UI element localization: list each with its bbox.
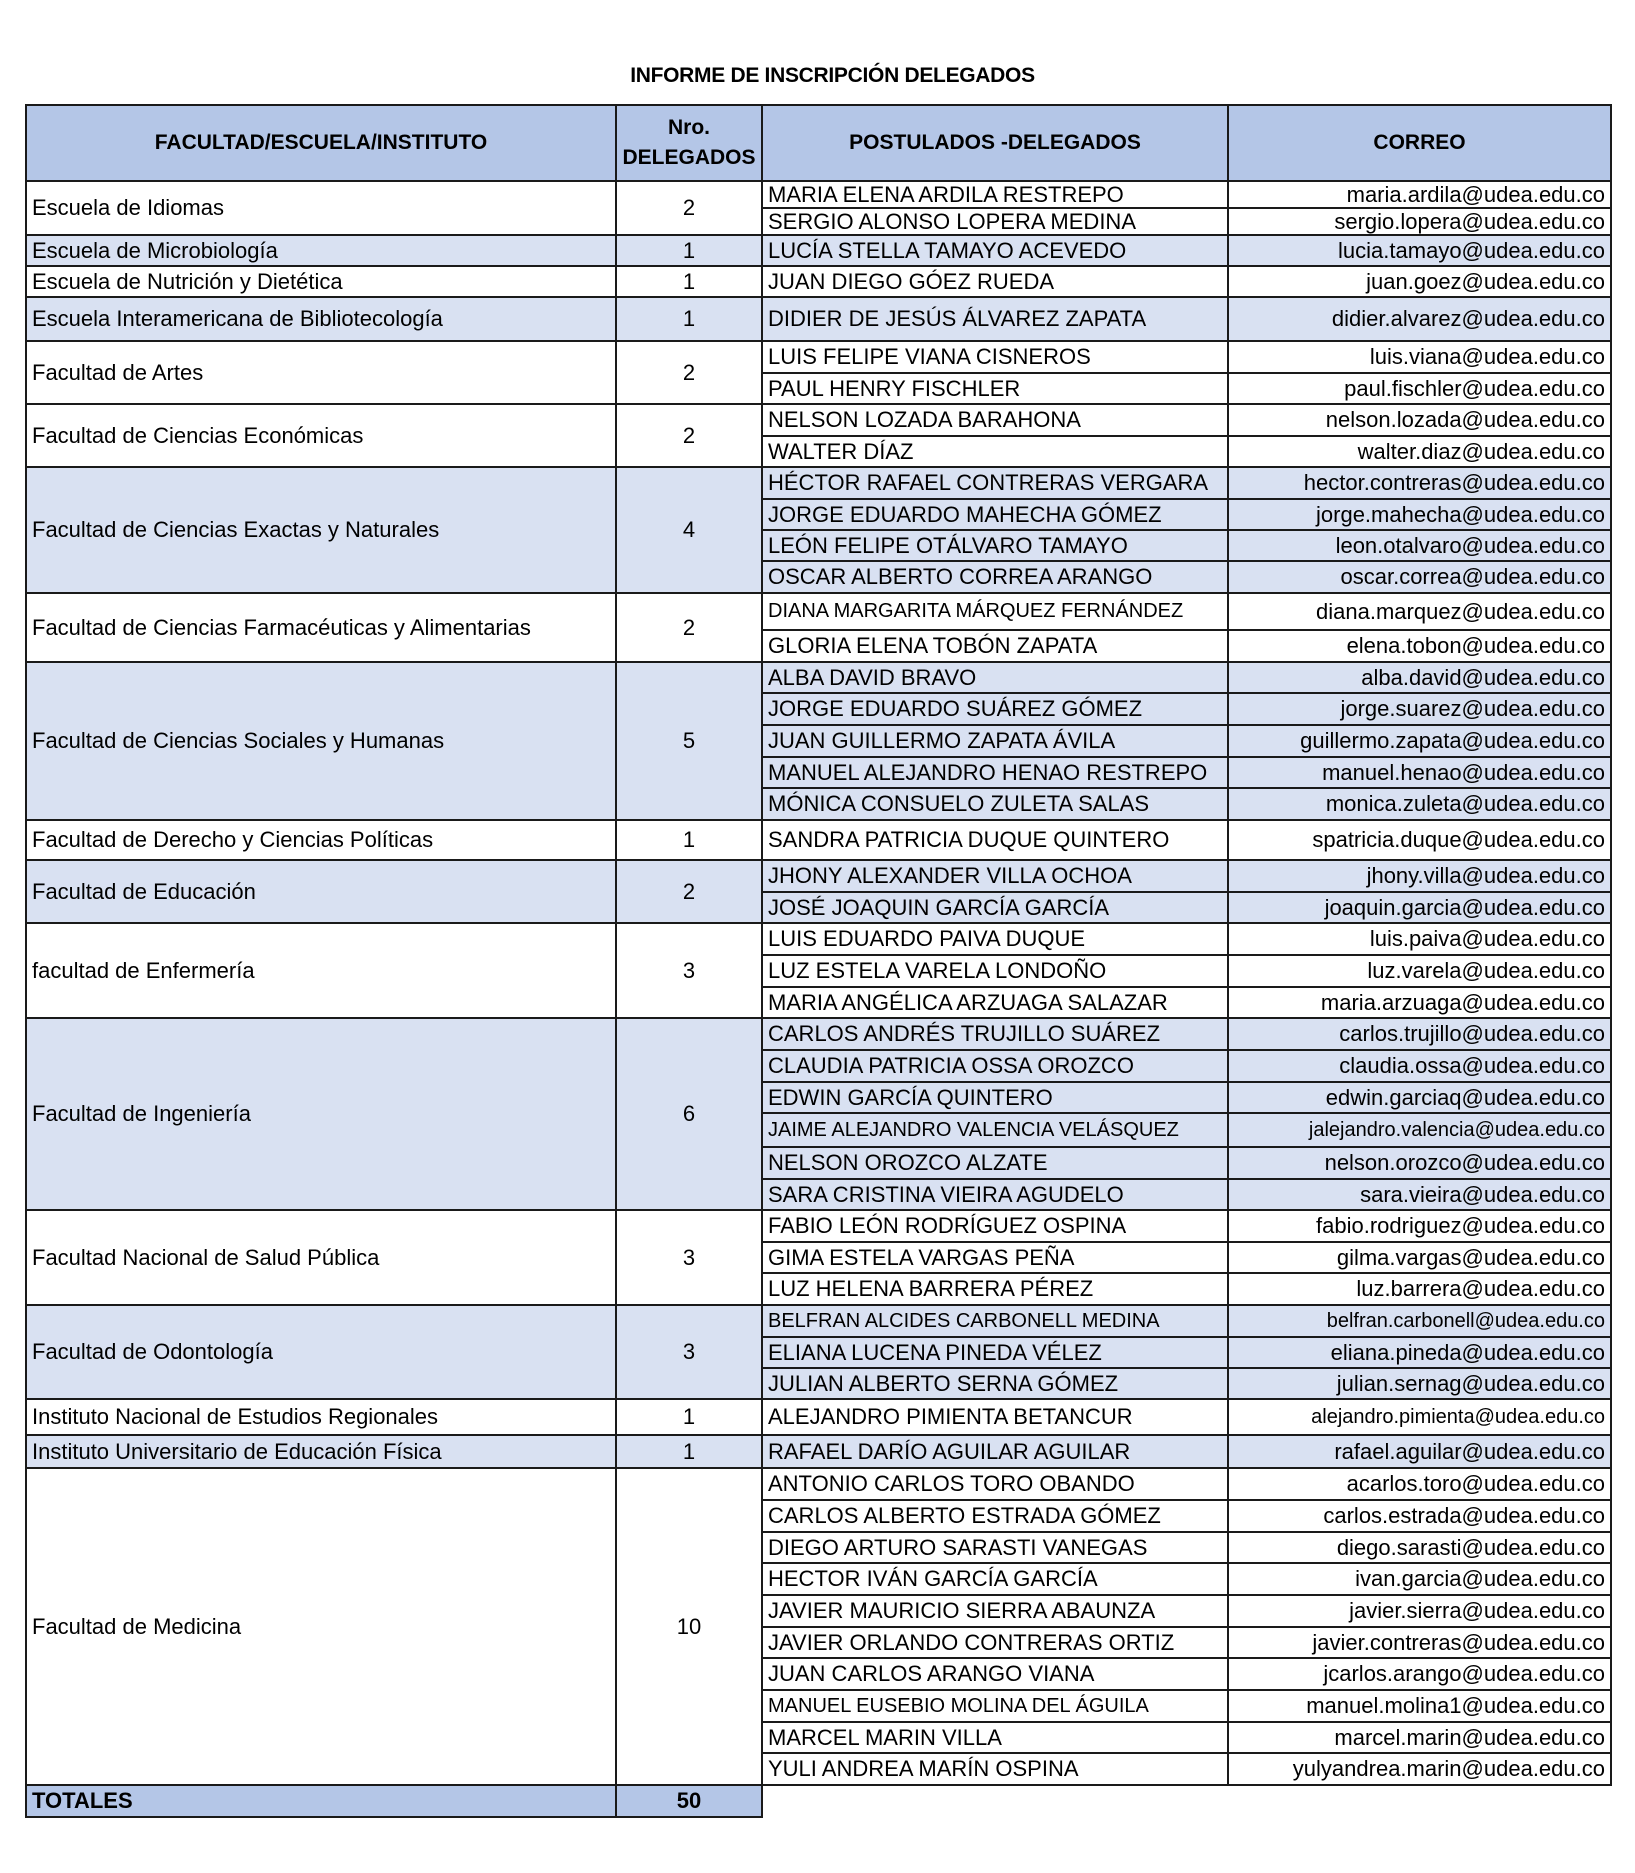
delegates-table [25, 104, 1612, 1818]
table-row [26, 341, 1611, 373]
table-row [26, 1399, 1611, 1435]
delegate-name-cell: CLAUDIA PATRICIA OSSA OROZCO [762, 1050, 1228, 1082]
delegate-email-cell: diego.sarasti@udea.edu.co [1228, 1532, 1611, 1563]
faculty-cell: Facultad Nacional de Salud Pública [26, 1210, 616, 1305]
table-row [26, 467, 1611, 499]
delegate-name-cell: CARLOS ANDRÉS TRUJILLO SUÁREZ [762, 1018, 1228, 1050]
delegate-email-cell: paul.fischler@udea.edu.co [1228, 373, 1611, 404]
delegate-name-cell: MARIA ELENA ARDILA RESTREPO [762, 181, 1228, 208]
delegate-email-cell: carlos.estrada@udea.edu.co [1228, 1500, 1611, 1532]
delegate-email-cell: marcel.marin@udea.edu.co [1228, 1722, 1611, 1753]
table-row [26, 923, 1611, 955]
faculty-cell: Facultad de Ingeniería [26, 1018, 616, 1210]
delegate-name-cell: LUCÍA STELLA TAMAYO ACEVEDO [762, 235, 1228, 266]
delegate-name-cell: WALTER DÍAZ [762, 436, 1228, 467]
delegate-count-cell: 3 [616, 1305, 762, 1399]
table-row [26, 1468, 1611, 1500]
delegate-email-cell: eliana.pineda@udea.edu.co [1228, 1337, 1611, 1368]
delegate-email-cell: spatricia.duque@udea.edu.co [1228, 820, 1611, 860]
faculty-cell: Facultad de Artes [26, 341, 616, 404]
delegate-email-cell: jalejandro.valencia@udea.edu.co [1228, 1113, 1611, 1147]
faculty-cell: facultad de Enfermería [26, 923, 616, 1018]
delegate-name-cell: LUIS FELIPE VIANA CISNEROS [762, 341, 1228, 373]
delegate-email-cell: walter.diaz@udea.edu.co [1228, 436, 1611, 467]
totals-label: TOTALES [26, 1785, 616, 1817]
delegate-email-cell: yulyandrea.marin@udea.edu.co [1228, 1753, 1611, 1785]
delegate-name-cell: JHONY ALEXANDER VILLA OCHOA [762, 860, 1228, 892]
delegate-name-cell: BELFRAN ALCIDES CARBONELL MEDINA [762, 1305, 1228, 1337]
delegate-email-cell: sara.vieira@udea.edu.co [1228, 1179, 1611, 1210]
faculty-cell: Facultad de Educación [26, 860, 616, 923]
report-title: INFORME DE INSCRIPCIÓN DELEGADOS [630, 64, 1035, 87]
delegate-email-cell: jorge.suarez@udea.edu.co [1228, 693, 1611, 725]
delegate-email-cell: nelson.orozco@udea.edu.co [1228, 1147, 1611, 1179]
table-row [26, 266, 1611, 297]
delegate-email-cell: rafael.aguilar@udea.edu.co [1228, 1435, 1611, 1468]
delegate-name-cell: RAFAEL DARÍO AGUILAR AGUILAR [762, 1435, 1228, 1468]
delegate-email-cell: elena.tobon@udea.edu.co [1228, 630, 1611, 662]
delegate-name-cell: MANUEL ALEJANDRO HENAO RESTREPO [762, 757, 1228, 788]
delegate-name-cell: LEÓN FELIPE OTÁLVARO TAMAYO [762, 530, 1228, 561]
delegate-email-cell: lucia.tamayo@udea.edu.co [1228, 235, 1611, 266]
delegate-count-cell: 1 [616, 235, 762, 266]
column-header-count [616, 105, 762, 181]
delegate-name-cell: JORGE EDUARDO MAHECHA GÓMEZ [762, 499, 1228, 530]
delegate-name-cell: JUAN GUILLERMO ZAPATA ÁVILA [762, 725, 1228, 757]
delegate-email-cell: luis.paiva@udea.edu.co [1228, 923, 1611, 955]
faculty-cell: Escuela de Microbiología [26, 235, 616, 266]
delegate-email-cell: oscar.correa@udea.edu.co [1228, 561, 1611, 593]
delegate-name-cell: JUAN CARLOS ARANGO VIANA [762, 1658, 1228, 1690]
delegate-count-cell: 2 [616, 181, 762, 235]
delegate-name-cell: CARLOS ALBERTO ESTRADA GÓMEZ [762, 1500, 1228, 1532]
delegate-email-cell: claudia.ossa@udea.edu.co [1228, 1050, 1611, 1082]
delegate-count-cell: 3 [616, 1210, 762, 1305]
delegate-email-cell: fabio.rodriguez@udea.edu.co [1228, 1210, 1611, 1242]
delegate-name-cell: JULIAN ALBERTO SERNA GÓMEZ [762, 1368, 1228, 1399]
table-row [26, 404, 1611, 436]
column-header-email: CORREO [1228, 105, 1611, 181]
delegate-email-cell: alba.david@udea.edu.co [1228, 662, 1611, 693]
delegate-email-cell: sergio.lopera@udea.edu.co [1228, 208, 1611, 235]
delegate-name-cell: NELSON LOZADA BARAHONA [762, 404, 1228, 436]
faculty-cell: Facultad de Ciencias Económicas [26, 404, 616, 467]
table-row [26, 1435, 1611, 1468]
table-body [26, 181, 1611, 1785]
delegate-email-cell: gilma.vargas@udea.edu.co [1228, 1242, 1611, 1273]
delegate-email-cell: javier.sierra@udea.edu.co [1228, 1595, 1611, 1627]
totals-empty [762, 1785, 1611, 1817]
delegate-email-cell: luz.varela@udea.edu.co [1228, 955, 1611, 987]
delegate-email-cell: edwin.garciaq@udea.edu.co [1228, 1082, 1611, 1113]
delegate-email-cell: julian.sernag@udea.edu.co [1228, 1368, 1611, 1399]
column-header-count-label: Nro. DELEGADOS [622, 115, 756, 169]
delegate-email-cell: manuel.henao@udea.edu.co [1228, 757, 1611, 788]
delegate-name-cell: JAVIER ORLANDO CONTRERAS ORTIZ [762, 1627, 1228, 1658]
delegate-name-cell: JUAN DIEGO GÓEZ RUEDA [762, 266, 1228, 297]
totals-value: 50 [616, 1785, 762, 1817]
table-row [26, 820, 1611, 860]
delegate-name-cell: LUZ HELENA BARRERA PÉREZ [762, 1273, 1228, 1305]
delegate-name-cell: LUIS EDUARDO PAIVA DUQUE [762, 923, 1228, 955]
delegate-count-cell: 1 [616, 820, 762, 860]
delegate-count-cell: 2 [616, 860, 762, 923]
table-row [26, 1018, 1611, 1050]
faculty-cell: Facultad de Ciencias Exactas y Naturales [26, 467, 616, 593]
table-row [26, 593, 1611, 630]
delegate-email-cell: maria.ardila@udea.edu.co [1228, 181, 1611, 208]
delegate-name-cell: JORGE EDUARDO SUÁREZ GÓMEZ [762, 693, 1228, 725]
table-row [26, 235, 1611, 266]
faculty-cell: Escuela de Nutrición y Dietética [26, 266, 616, 297]
delegate-name-cell: ELIANA LUCENA PINEDA VÉLEZ [762, 1337, 1228, 1368]
delegate-name-cell: MARIA ANGÉLICA ARZUAGA SALAZAR [762, 987, 1228, 1018]
delegate-name-cell: HÉCTOR RAFAEL CONTRERAS VERGARA [762, 467, 1228, 499]
delegate-name-cell: HECTOR IVÁN GARCÍA GARCÍA [762, 1563, 1228, 1595]
delegate-email-cell: nelson.lozada@udea.edu.co [1228, 404, 1611, 436]
delegate-name-cell: NELSON OROZCO ALZATE [762, 1147, 1228, 1179]
delegate-name-cell: DIDIER DE JESÚS ÁLVAREZ ZAPATA [762, 297, 1228, 341]
delegate-name-cell: JAIME ALEJANDRO VALENCIA VELÁSQUEZ [762, 1113, 1228, 1147]
faculty-cell: Escuela Interamericana de Bibliotecología [26, 297, 616, 341]
faculty-cell: Facultad de Ciencias Farmacéuticas y Alimentarias [26, 593, 616, 662]
table-row [26, 181, 1611, 208]
table-row [26, 662, 1611, 693]
delegate-name-cell: MANUEL EUSEBIO MOLINA DEL ÁGUILA [762, 1690, 1228, 1722]
delegate-email-cell: jhony.villa@udea.edu.co [1228, 860, 1611, 892]
delegate-count-cell: 1 [616, 266, 762, 297]
table-row [26, 297, 1611, 341]
delegate-email-cell: hector.contreras@udea.edu.co [1228, 467, 1611, 499]
delegate-email-cell: juan.goez@udea.edu.co [1228, 266, 1611, 297]
delegate-name-cell: JOSÉ JOAQUIN GARCÍA GARCÍA [762, 892, 1228, 923]
delegate-email-cell: acarlos.toro@udea.edu.co [1228, 1468, 1611, 1500]
delegate-name-cell: PAUL HENRY FISCHLER [762, 373, 1228, 404]
delegate-count-cell: 2 [616, 593, 762, 662]
delegate-name-cell: GLORIA ELENA TOBÓN ZAPATA [762, 630, 1228, 662]
delegate-count-cell: 1 [616, 1399, 762, 1435]
delegate-email-cell: belfran.carbonell@udea.edu.co [1228, 1305, 1611, 1337]
delegate-email-cell: jorge.mahecha@udea.edu.co [1228, 499, 1611, 530]
delegate-name-cell: DIEGO ARTURO SARASTI VANEGAS [762, 1532, 1228, 1563]
column-header-faculty: FACULTAD/ESCUELA/INSTITUTO [26, 105, 616, 181]
delegate-name-cell: YULI ANDREA MARÍN OSPINA [762, 1753, 1228, 1785]
delegate-email-cell: monica.zuleta@udea.edu.co [1228, 788, 1611, 820]
delegate-email-cell: luis.viana@udea.edu.co [1228, 341, 1611, 373]
delegate-name-cell: ANTONIO CARLOS TORO OBANDO [762, 1468, 1228, 1500]
faculty-cell: Escuela de Idiomas [26, 181, 616, 235]
delegate-name-cell: SERGIO ALONSO LOPERA MEDINA [762, 208, 1228, 235]
delegate-email-cell: manuel.molina1@udea.edu.co [1228, 1690, 1611, 1722]
delegate-name-cell: DIANA MARGARITA MÁRQUEZ FERNÁNDEZ [762, 593, 1228, 630]
delegate-count-cell: 2 [616, 341, 762, 404]
delegate-count-cell: 4 [616, 467, 762, 593]
delegate-name-cell: FABIO LEÓN RODRÍGUEZ OSPINA [762, 1210, 1228, 1242]
delegate-count-cell: 2 [616, 404, 762, 467]
delegate-count-cell: 6 [616, 1018, 762, 1210]
faculty-cell: Facultad de Odontología [26, 1305, 616, 1399]
delegate-name-cell: ALBA DAVID BRAVO [762, 662, 1228, 693]
delegate-name-cell: EDWIN GARCÍA QUINTERO [762, 1082, 1228, 1113]
delegate-email-cell: diana.marquez@udea.edu.co [1228, 593, 1611, 630]
column-header-delegates: POSTULADOS -DELEGADOS [762, 105, 1228, 181]
faculty-cell: Facultad de Derecho y Ciencias Políticas [26, 820, 616, 860]
delegate-name-cell: MÓNICA CONSUELO ZULETA SALAS [762, 788, 1228, 820]
delegate-name-cell: SANDRA PATRICIA DUQUE QUINTERO [762, 820, 1228, 860]
delegate-email-cell: javier.contreras@udea.edu.co [1228, 1627, 1611, 1658]
table-row [26, 1210, 1611, 1242]
delegate-name-cell: SARA CRISTINA VIEIRA AGUDELO [762, 1179, 1228, 1210]
delegate-count-cell: 10 [616, 1468, 762, 1785]
faculty-cell: Facultad de Medicina [26, 1468, 616, 1785]
faculty-cell: Facultad de Ciencias Sociales y Humanas [26, 662, 616, 820]
delegate-email-cell: alejandro.pimienta@udea.edu.co [1228, 1399, 1611, 1435]
delegate-email-cell: jcarlos.arango@udea.edu.co [1228, 1658, 1611, 1690]
delegate-email-cell: joaquin.garcia@udea.edu.co [1228, 892, 1611, 923]
delegate-name-cell: ALEJANDRO PIMIENTA BETANCUR [762, 1399, 1228, 1435]
delegate-email-cell: luz.barrera@udea.edu.co [1228, 1273, 1611, 1305]
delegate-count-cell: 1 [616, 1435, 762, 1468]
delegate-count-cell: 1 [616, 297, 762, 341]
delegate-email-cell: leon.otalvaro@udea.edu.co [1228, 530, 1611, 561]
faculty-cell: Instituto Nacional de Estudios Regionales [26, 1399, 616, 1435]
delegate-email-cell: guillermo.zapata@udea.edu.co [1228, 725, 1611, 757]
totals-row [26, 1785, 1611, 1817]
delegate-name-cell: LUZ ESTELA VARELA LONDOÑO [762, 955, 1228, 987]
delegate-name-cell: OSCAR ALBERTO CORREA ARANGO [762, 561, 1228, 593]
delegate-email-cell: didier.alvarez@udea.edu.co [1228, 297, 1611, 341]
faculty-cell: Instituto Universitario de Educación Física [26, 1435, 616, 1468]
delegate-email-cell: carlos.trujillo@udea.edu.co [1228, 1018, 1611, 1050]
header-row [26, 105, 1611, 181]
delegate-email-cell: ivan.garcia@udea.edu.co [1228, 1563, 1611, 1595]
delegate-count-cell: 3 [616, 923, 762, 1018]
table-row [26, 860, 1611, 892]
delegate-name-cell: GIMA ESTELA VARGAS PEÑA [762, 1242, 1228, 1273]
delegate-name-cell: MARCEL MARIN VILLA [762, 1722, 1228, 1753]
delegate-name-cell: JAVIER MAURICIO SIERRA ABAUNZA [762, 1595, 1228, 1627]
table-row [26, 1305, 1611, 1337]
delegate-count-cell: 5 [616, 662, 762, 820]
delegate-email-cell: maria.arzuaga@udea.edu.co [1228, 987, 1611, 1018]
